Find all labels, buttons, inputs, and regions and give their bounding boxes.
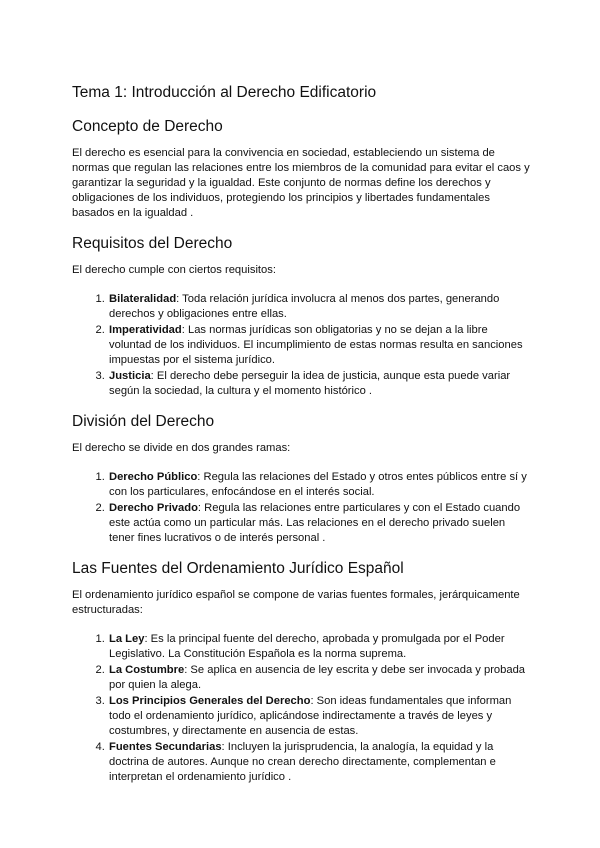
list-item-term: La Ley: [109, 633, 145, 645]
section-heading: Las Fuentes del Ordenamiento Jurídico Español: [72, 560, 404, 577]
section-fuentes: [72, 560, 530, 785]
list-item: [108, 632, 530, 662]
section-paragraph: El derecho cumple con ciertos requisitos:: [72, 264, 276, 276]
list-item-text: : Regula las relaciones entre particulares y con el Estado cuando este actúa como un particular más. Las relaciones en el derecho privado suelen tener fines lucrativos o de interés personal .: [109, 502, 521, 544]
section-paragraph: El ordenamiento jurídico español se compone de varias fuentes formales, jerárquicamente estructuradas:: [72, 589, 520, 616]
list-item-text: : Es la principal fuente del derecho, aprobada y promulgada por el Poder Legislativo. La Constitución Española es la norma suprema.: [109, 633, 505, 660]
list-item-text: : Regula las relaciones del Estado y otros entes públicos entre sí y con los particulares, enfocándose en el interés social.: [109, 471, 527, 498]
list-item-text: : Las normas jurídicas son obligatorias y no se dejan a la libre voluntad de los individuos. El incumplimiento de estas normas resulta en sanciones impuestas por el sistema jurídico.: [109, 324, 523, 366]
list-item-term: Imperatividad: [109, 324, 182, 336]
list-item: [108, 663, 530, 693]
list-item: [108, 369, 530, 399]
document-title: Tema 1: Introducción al Derecho Edificatorio: [72, 84, 377, 101]
list-item-term: Fuentes Secundarias: [109, 741, 222, 753]
section-heading: División del Derecho: [72, 413, 215, 430]
section-requisitos: [72, 235, 530, 399]
section-paragraph: El derecho es esencial para la convivencia en sociedad, estableciendo un sistema de normas que regulan las relaciones entre los miembros de la comunidad para evitar el caos y garantizar la seguridad y la igualdad. Este conjunto de normas define los derechos y obligaciones de los individuos, protegiendo los principios y libertades fundamentales basados en la igualdad .: [72, 147, 530, 219]
section-concepto: [72, 118, 530, 221]
division-list: [72, 470, 530, 546]
list-item-text: : Se aplica en ausencia de ley escrita y debe ser invocada y probada por quien la alega.: [109, 664, 526, 691]
section-division: [72, 413, 530, 546]
fuentes-list: [72, 632, 530, 785]
list-item-term: Derecho Público: [109, 471, 198, 483]
section-heading: Requisitos del Derecho: [72, 235, 233, 252]
list-item-term: Bilateralidad: [109, 293, 177, 305]
list-item-term: Derecho Privado: [109, 502, 198, 514]
list-item: [108, 470, 530, 500]
list-item-text: : Son ideas fundamentales que informan todo el ordenamiento jurídico, aplicándose indirectamente a través de leyes y costumbres, y directamente en ausencia de estas.: [109, 695, 512, 737]
list-item: [108, 323, 530, 368]
list-item: [108, 694, 530, 739]
list-item-term: Justicia: [109, 370, 151, 382]
list-item: [108, 501, 530, 546]
section-heading: Concepto de Derecho: [72, 118, 223, 135]
list-item-text: : Incluyen la jurisprudencia, la analogía, la equidad y la doctrina de autores. Aunque no crean derecho directamente, complementan e interpretan el ordenamiento jurídico .: [109, 741, 496, 783]
list-item: [108, 292, 530, 322]
list-item-term: La Costumbre: [109, 664, 185, 676]
list-item-text: : El derecho debe perseguir la idea de justicia, aunque esta puede variar según la sociedad, la cultura y el momento histórico .: [109, 370, 511, 397]
section-paragraph: El derecho se divide en dos grandes ramas:: [72, 442, 291, 454]
list-item-text: : Toda relación jurídica involucra al menos dos partes, generando derechos y obligaciones entre ellas.: [109, 293, 500, 320]
requisitos-list: [72, 292, 530, 399]
list-item-term: Los Principios Generales del Derecho: [109, 695, 311, 707]
list-item: [108, 740, 530, 785]
